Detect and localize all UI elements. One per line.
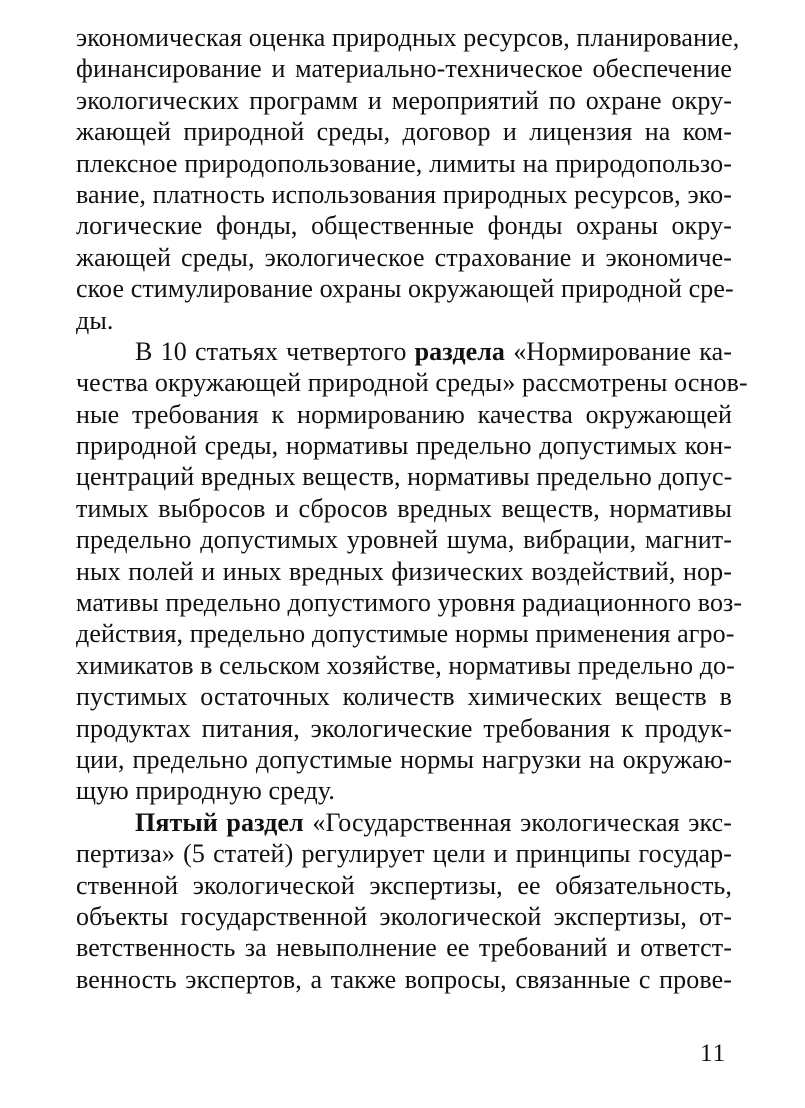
bold-term: Пятый раздел xyxy=(135,807,304,837)
text-line: чества окружающей природной среды» рассмотрены основ- xyxy=(76,368,748,398)
text-line: пустимых остаточных количеств химических веществ в xyxy=(76,682,732,712)
text-line: природной среды, нормативы предельно допустимых кон- xyxy=(76,431,732,461)
text-line: экономическая оценка природных ресурсов, планирование, xyxy=(76,23,740,52)
text-line: экологических программ и мероприятий по охране окру- xyxy=(76,85,732,115)
text-line: ные требования к нормированию качества окружающей xyxy=(76,399,732,429)
page-number: 11 xyxy=(700,1040,727,1067)
text-run: «Государственная экологическая экс- xyxy=(303,807,732,837)
page-body xyxy=(76,22,748,995)
text-line: жающей среды, экологическое страхование и экономиче- xyxy=(76,242,732,272)
text-line: ции, предельно допустимые нормы нагрузки на окружаю- xyxy=(76,744,732,774)
text-line: ных полей и иных вредных физических воздействий, нор- xyxy=(76,556,732,586)
text-line: действия, предельно допустимые нормы применения агро- xyxy=(76,619,735,649)
text-line: предельно допустимых уровней шума, вибрации, магнит- xyxy=(76,525,732,555)
text-line: центраций вредных веществ, нормативы предельно допус- xyxy=(76,462,733,492)
text-line: щую природную среду. xyxy=(76,776,335,806)
text-line: ское стимулирование охраны окружающей природной сре- xyxy=(76,274,734,304)
text-line: ветственность за невыполнение ее требований и ответст- xyxy=(76,933,732,963)
text-line: мативы предельно допустимого уровня радиационного воз- xyxy=(76,588,743,618)
text-line xyxy=(76,807,732,838)
text-line: химикатов в сельском хозяйстве, нормативы предельно до- xyxy=(76,650,735,680)
text-run: «Нормирование ка- xyxy=(505,336,732,366)
text-line: логические фонды, общественные фонды охраны окру- xyxy=(76,211,732,241)
text-line: жающей природной среды, договор и лицензия на ком- xyxy=(76,117,732,147)
text-line: ды. xyxy=(76,305,114,335)
paragraph-2 xyxy=(76,336,748,807)
paragraph-3 xyxy=(76,807,732,995)
text-line: финансирование и материально-техническое обеспечение xyxy=(76,54,732,84)
paragraph-1 xyxy=(76,22,740,336)
text-line: плексное природопользование, лимиты на природопользо- xyxy=(76,148,732,178)
text-line: пертиза» (5 статей) регулирует цели и принципы государ- xyxy=(76,839,732,869)
text-run: В 10 статьях четвертого xyxy=(135,336,415,366)
text-line: объекты государственной экологической экспертизы, от- xyxy=(76,901,732,931)
text-line xyxy=(76,336,732,367)
text-line: тимых выбросов и сбросов вредных веществ, нормативы xyxy=(76,493,732,523)
text-line: венность экспертов, а также вопросы, связанные с прове- xyxy=(76,964,732,994)
text-line: ственной экологической экспертизы, ее обязательность, xyxy=(76,870,732,900)
text-line: продуктах питания, экологические требования к продук- xyxy=(76,713,732,743)
text-line: вание, платность использования природных ресурсов, эко- xyxy=(76,179,732,209)
bold-term: раздела xyxy=(414,336,506,366)
